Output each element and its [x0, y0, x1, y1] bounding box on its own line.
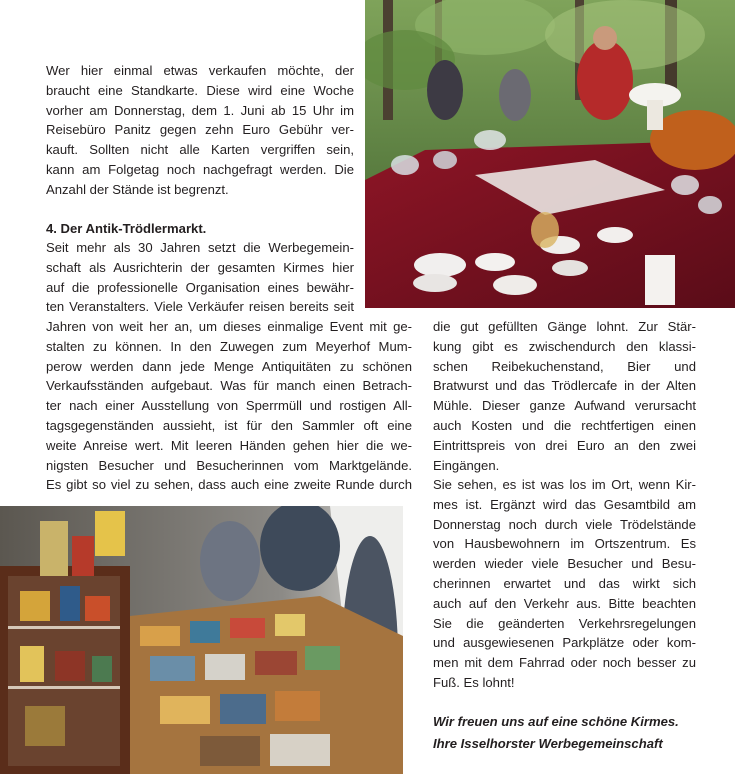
text-line: kung gibt es zwischendurch den klassi- [433, 338, 696, 354]
text-line: Bratwurst und das Trödlercafe in der Alten [433, 378, 696, 394]
column2-paragraph2 [433, 475, 696, 693]
market-table-photo [365, 0, 735, 308]
text-line: Anzahl der Stände ist begrenzt. [46, 181, 229, 197]
text-line: die gut gefüllten Gänge lohnt. Zur Stär- [433, 319, 696, 334]
text-line: Sie sehen, es ist was los im Ort, wenn Kir- [433, 477, 696, 492]
text-line: auch auf den Verkehr aus. Bitte beachten [433, 595, 696, 611]
text-line: Es gibt so viel zu sehen, dass auch eine zweite Runde durch [46, 477, 412, 493]
text-line: perow werden dann jede Menge Antiquitäten zu schönen [46, 358, 412, 374]
text-line: ter nach einer Ausstellung von Sperrmüll und rostigen All- [46, 398, 412, 414]
text-line: schaft als Ausrichterin der gesamten Kirmes hier [46, 259, 354, 275]
text-line: Wer hier einmal etwas verkaufen möchte, der [46, 63, 354, 78]
text-line: vorher am Donnerstag, dem 1. Juni ab 15 Uhr im [46, 102, 354, 118]
text-line: und ausgewiesenen Parkplätze oder kom- [433, 635, 696, 651]
display-case-photo [0, 506, 403, 774]
text-line: Eintrittspreis von drei Euro an den zwei [433, 437, 696, 453]
text-line: mes ist. Ergänzt wird das Gesamtbild am [433, 496, 696, 512]
text-line: werden wieder viele Besucher und Besu- [433, 556, 696, 572]
text-line: von Hausbewohnern im Ortszentrum. Es [433, 536, 696, 552]
text-line: weite Anreise wert. Mit leeren Händen gehen hier die we- [46, 437, 412, 453]
narrow-paragraph [46, 238, 354, 317]
text-line: Jahren von weit her an, um dieses einmalige Event mit ge- [46, 319, 412, 334]
text-line: kann am Folgetag noch nachgefragt werden. Die [46, 161, 354, 177]
text-line: cherinnen erwartet und das wirkt sich [433, 575, 696, 591]
text-line: schen Reibekuchenstand, Bier und [433, 358, 696, 374]
text-line: ten Veranstalters. Viele Verkäufer reisen bereits seit [46, 299, 354, 315]
column2-paragraph1 [433, 317, 696, 475]
wide-paragraph [46, 317, 412, 495]
text-line: stalten zu können. In den Zuwegen zum Meyerhof Mum- [46, 338, 412, 354]
text-line: Verkaufsständen aufgebaut. Was für manch einen Betrach- [46, 378, 412, 394]
text-line: men mit dem Fahrrad oder noch besser zu [433, 655, 696, 671]
signature-line: Ihre Isselhorster Werbegemeinschaft [433, 736, 663, 751]
text-line: Fuß. Es lohnt! [433, 674, 515, 690]
text-line: Reisebüro Panitz gegen zehn Euro Gebühr ver- [46, 122, 354, 138]
text-line: nigsten Besucher und Besucherinnen vom Marktgelände. [46, 457, 412, 473]
text-line: auch Kosten und die rechtfertigen einen [433, 417, 696, 433]
intro-paragraph [46, 61, 354, 200]
closing-line: Wir freuen uns auf eine schöne Kirmes. [433, 714, 679, 729]
text-line: tagsgegenständen aussieht, ist für den Sammler oft eine [46, 417, 412, 433]
section-heading: 4. Der Antik-Trödlermarkt. [46, 221, 207, 236]
text-line: Eingängen. [433, 457, 500, 473]
text-line: Sie die geänderten Verkehrsregelungen [433, 615, 696, 631]
text-line: auf die professionelle Organisation eines bewähr- [46, 279, 354, 295]
text-line: braucht eine Standkarte. Diese wird eine Woche [46, 82, 354, 98]
text-line: kauft. Sollten nicht alle Karten vergriffen sein, [46, 142, 354, 158]
text-line: Mühle. Dieser ganze Aufwand verursacht [433, 398, 696, 414]
text-line: Seit mehr als 30 Jahren setzt die Werbegemein- [46, 240, 354, 255]
text-line: Donnerstag noch durch viele Trödelstände [433, 516, 696, 532]
